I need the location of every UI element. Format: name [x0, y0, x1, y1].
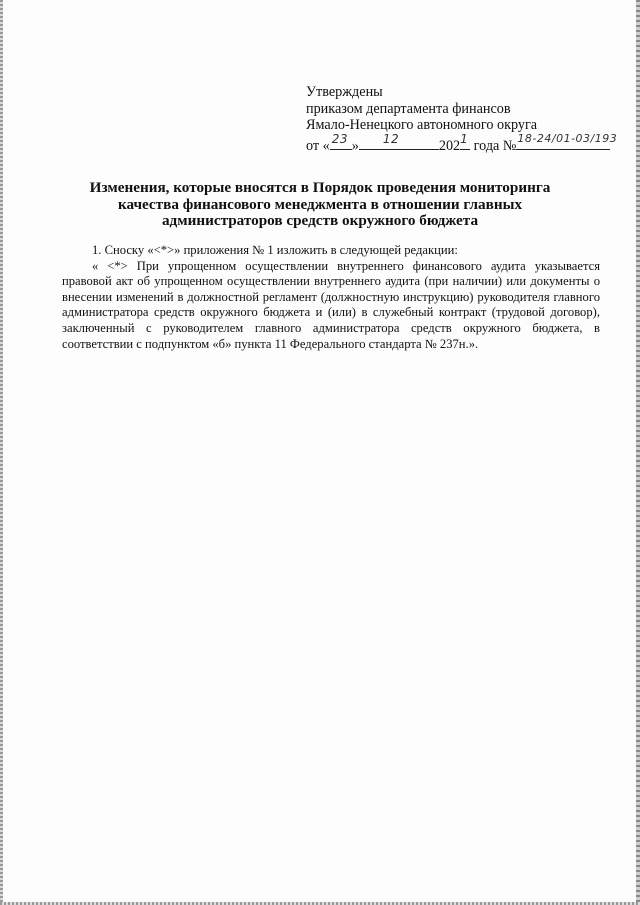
- year-field: [460, 134, 470, 150]
- scan-edge-left: [0, 0, 3, 905]
- day-close-quote: »: [351, 137, 359, 154]
- date-prefix: от «: [306, 137, 330, 154]
- paragraph-1: 1. Сноску «<*>» приложения № 1 изложить в следующей редакции:: [92, 243, 458, 257]
- paragraph-2: « <*> При упрощенном осуществлении внутреннего финансового аудита указывается правовой акт об упрощенном осуществлении внутреннего аудита (при наличии) или документы о внесении изменений в должностной регламент (должностную инструкцию) руководителя главного администратора средств окружного бюджета и (или) в служебный контракт (трудовой договор), заключенный с руководителем главного администратора средств окружного бюджета, в соответствии с подпунктом «б» пункта 11 Федерального стандарта № 237н.».: [62, 258, 600, 351]
- approval-line-approved: Утверждены: [306, 84, 383, 100]
- number-field: [516, 132, 618, 150]
- day-handwritten: 23: [331, 132, 349, 146]
- day-field: [330, 134, 352, 150]
- year-handwritten: 1: [460, 132, 469, 146]
- month-handwritten: 12: [382, 132, 400, 146]
- month-field: [359, 134, 439, 150]
- year-word: года №: [470, 137, 517, 154]
- document-title: Изменения, которые вносятся в Порядок проведения мониторинга качества финансового менеджмента в отношении главных администраторов средств окружного бюджета: [89, 179, 551, 229]
- approval-line-region: Ямало-Ненецкого автономного округа: [306, 117, 538, 133]
- approval-date-line: [306, 134, 626, 155]
- scan-edge-right: [636, 0, 640, 905]
- approval-block: [306, 84, 626, 154]
- number-handwritten: 18-24/01-03/193: [517, 132, 618, 145]
- document-body: [62, 243, 600, 352]
- approval-line-order: приказом департамента финансов: [306, 100, 511, 117]
- year-prefix: 202: [438, 137, 461, 154]
